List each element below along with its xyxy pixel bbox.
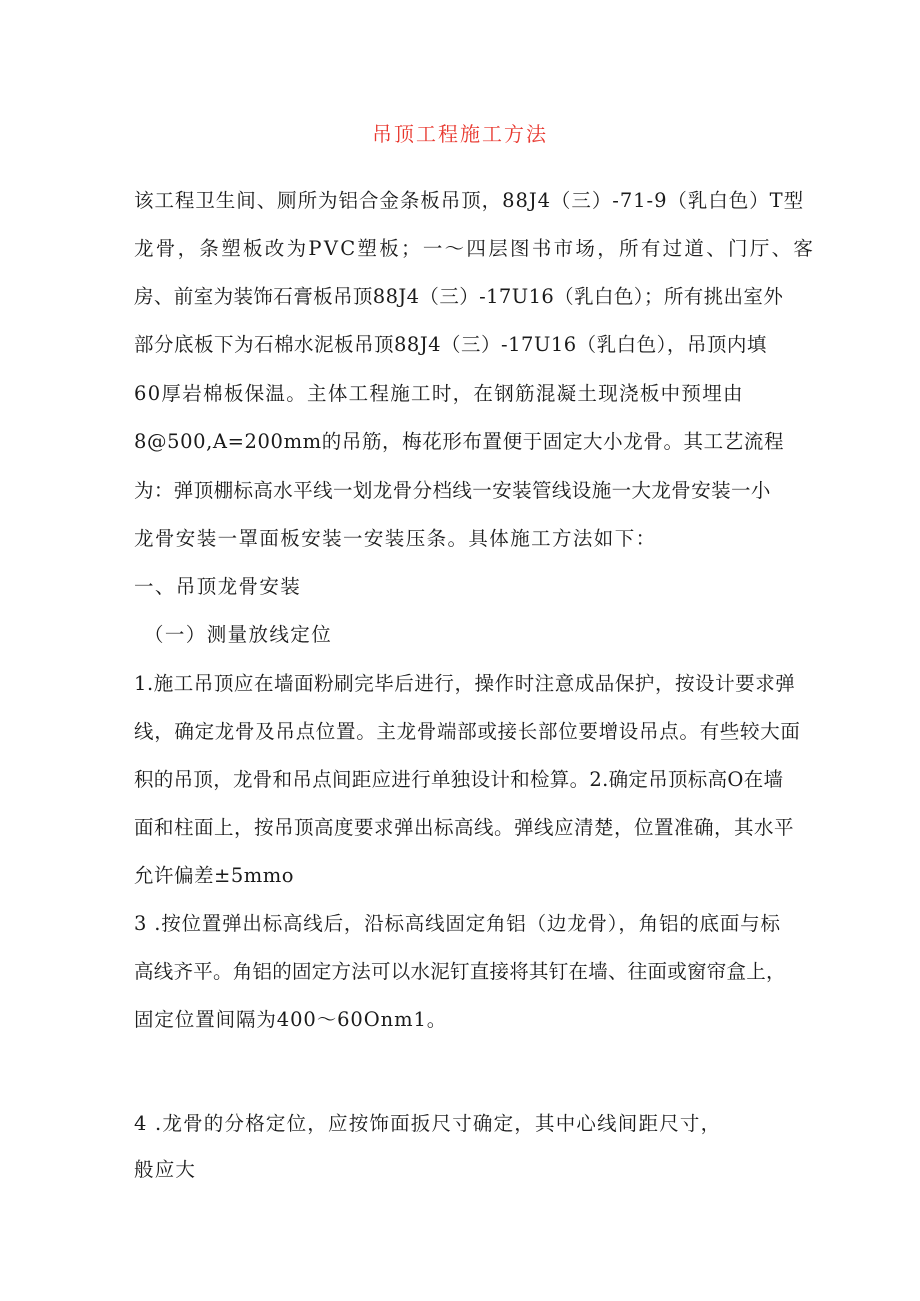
paragraph-line: 8@500,A=200mm的吊筋，梅花形布置便于固定大小龙骨。其工艺流程 — [134, 430, 785, 453]
document-title: 吊顶工程施工方法 — [372, 122, 548, 146]
paragraph-line: 龙骨，条塑板改为PVC塑板；一～四层图书市场，所有过道、门厅、客 — [134, 237, 816, 260]
paragraph-line: 龙骨安装一罩面板安装一安装压条。具体施工方法如下： — [134, 527, 657, 550]
paragraph-line: 为：弹顶棚标高水平线一划龙骨分档线一安装管线设施一大龙骨安装一小 — [134, 479, 771, 502]
paragraph-line: 部分底板下为石棉水泥板吊顶88J4（三）-17U16（乳白色），吊顶内填 — [134, 333, 767, 356]
section-heading: 一、吊顶龙骨安装 — [134, 575, 302, 598]
paragraph-line: 房、前室为装饰石膏板吊顶88J4（三）-17U16（乳白色）；所有挑出室外 — [134, 285, 784, 308]
paragraph-line: 面和柱面上，按吊顶高度要求弹出标高线。弹线应清楚，位置准确，其水平 — [134, 816, 795, 839]
paragraph-line: 60厚岩棉板保温。主体工程施工时，在钢筋混凝土现浇板中预埋由 — [134, 382, 744, 405]
paragraph-line: 1.施工吊顶应在墙面粉刷完毕后进行，操作时注意成品保护，按设计要求弹 — [134, 672, 796, 695]
paragraph-line: 允许偏差±5mmo — [134, 864, 294, 887]
paragraph-line: 线，确定龙骨及吊点位置。主龙骨端部或接长部位要增设吊点。有些较大面 — [134, 720, 801, 743]
paragraph-line: 般应大 — [134, 1158, 197, 1181]
paragraph-line: 高线齐平。角铝的固定方法可以水泥钉直接将其钉在墙、往面或窗帘盒上， — [134, 960, 786, 983]
subsection-heading: （一）测量放线定位 — [144, 623, 333, 646]
paragraph-line: 固定位置间隔为400～60Onm1。 — [134, 1008, 448, 1031]
paragraph-line: 3 .按位置弹出标高线后，沿标高线固定角铝（边龙骨），角铝的底面与标 — [134, 912, 781, 935]
paragraph-line: 该工程卫生间、厕所为铝合金条板吊顶，88J4（三）-71-9（乳白色）T型 — [134, 189, 805, 212]
paragraph-line: 积的吊顶，龙骨和吊点间距应进行单独设计和检算。2.确定吊顶标高O在墙 — [134, 768, 784, 791]
paragraph-line: 4 .龙骨的分格定位，应按饰面扳尺寸确定，其中心线间距尺寸， — [134, 1112, 722, 1135]
